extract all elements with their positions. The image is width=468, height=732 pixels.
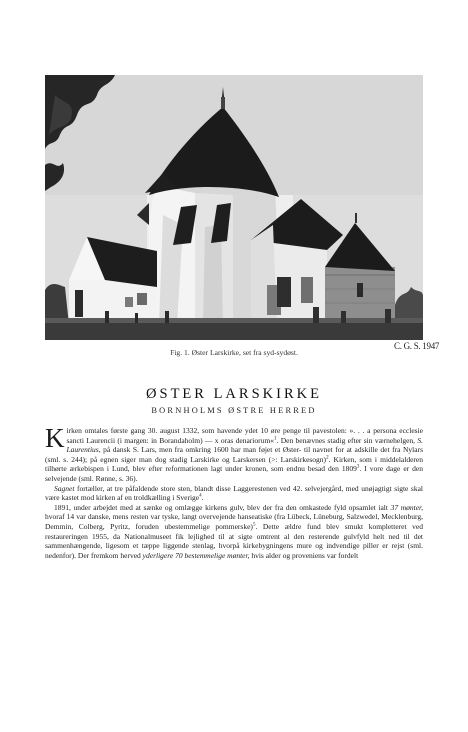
text-span: fortæller, at tre påfaldende store sten, blandt disse Laggerestenen ved 42. selvejergård, med unøjagtigt sigte skal være kastet mod kirken af en troldkælling i Sverige: [45, 483, 423, 503]
text-span: irken omtales første gang 30. august 1332, som havende ydet 10 øre penge til pavestolen: ». . . a persona ecclesie sancti Laurencii (i margen: in Borandaholm) — x oras denariorum«: [66, 426, 423, 445]
text-span: 1891, under arbejdet med at sænke og omlægge kirkens gulv, blev der fra den omkastede fyld opsamlet ialt: [54, 502, 391, 512]
paragraph-coins: [45, 503, 423, 561]
text-span: . Kirken, som i middelalderen tilhørte ærkebispen i Lund, blev efter reformationen lagt under kronen, som endnu besad den 1809: [45, 454, 424, 474]
church-illustration: [45, 75, 423, 340]
paragraph-legend: [45, 484, 423, 503]
italic-span: S. Laurentius: [66, 435, 423, 455]
article-body: [45, 423, 424, 560]
footnote-ref: 4: [199, 493, 202, 499]
footnote-ref: 3: [356, 464, 360, 470]
text-span: . Den benævnes stadig efter sin værnehelgen,: [276, 435, 418, 445]
photo-credit: C. G. S. 1947: [394, 341, 440, 351]
chapter-subtitle: BORNHOLMS ØSTRE HERRED: [151, 406, 317, 415]
text-span: .: [201, 493, 204, 503]
west-wing: [69, 237, 157, 325]
text-span: . Dette ældre fund blev smukt kompletteret ved restaureringen 1955, da Nationalmuseet fik lejlighed til at sigte omtrent al den resterende gulvfyld helt ned til det sammenhængende, ligesom et tæppe liggende stenlag, hvorpå kirkebygningens mure og indvendige piller er rejst (sml. nedenfor). Der fremkom herved: [45, 521, 424, 560]
figure-caption: Fig. 1. Øster Larskirke, set fra syd-sydøst.: [170, 348, 298, 357]
italic-span: 37 mønter,: [390, 502, 423, 512]
paragraph-history: [45, 423, 424, 484]
text-span: , på dansk S. Lars, men fra omkring 1600 har man føjet et Øster- til navnet for at adskille det fra Nylars (sml. s. 244); på egnen siger man dog stadig Larskirke og Larskersen (>: Larskirkesogn): [45, 445, 423, 464]
text-span: . I vore dage er den selvejende (sml. Rønne, s. 36).: [45, 464, 423, 483]
roof-lantern: [221, 97, 225, 109]
italic-span: Sagnet: [54, 483, 75, 493]
text-span: hvoraf 14 var danske, mens resten var tyske, langt overvejende hanseatiske (fra Lübeck, Lüneburg, Salzwedel, Mecklenburg, Demmin, Colberg, Pyritz, foruden ubestemmelige pommerske): [45, 512, 423, 531]
text-span: hvis alder og proveniens var fordelt: [249, 550, 359, 560]
chapter-title: ØSTER LARSKIRKE: [146, 386, 322, 402]
drop-cap: K: [45, 423, 65, 453]
church-photograph: [45, 75, 423, 340]
italic-span: yderligere 70 bestemmelige mønter,: [142, 550, 250, 560]
footnote-ref: 5: [252, 522, 256, 528]
footnote-ref: 1: [273, 436, 277, 442]
footnote-ref: 2: [326, 455, 329, 461]
